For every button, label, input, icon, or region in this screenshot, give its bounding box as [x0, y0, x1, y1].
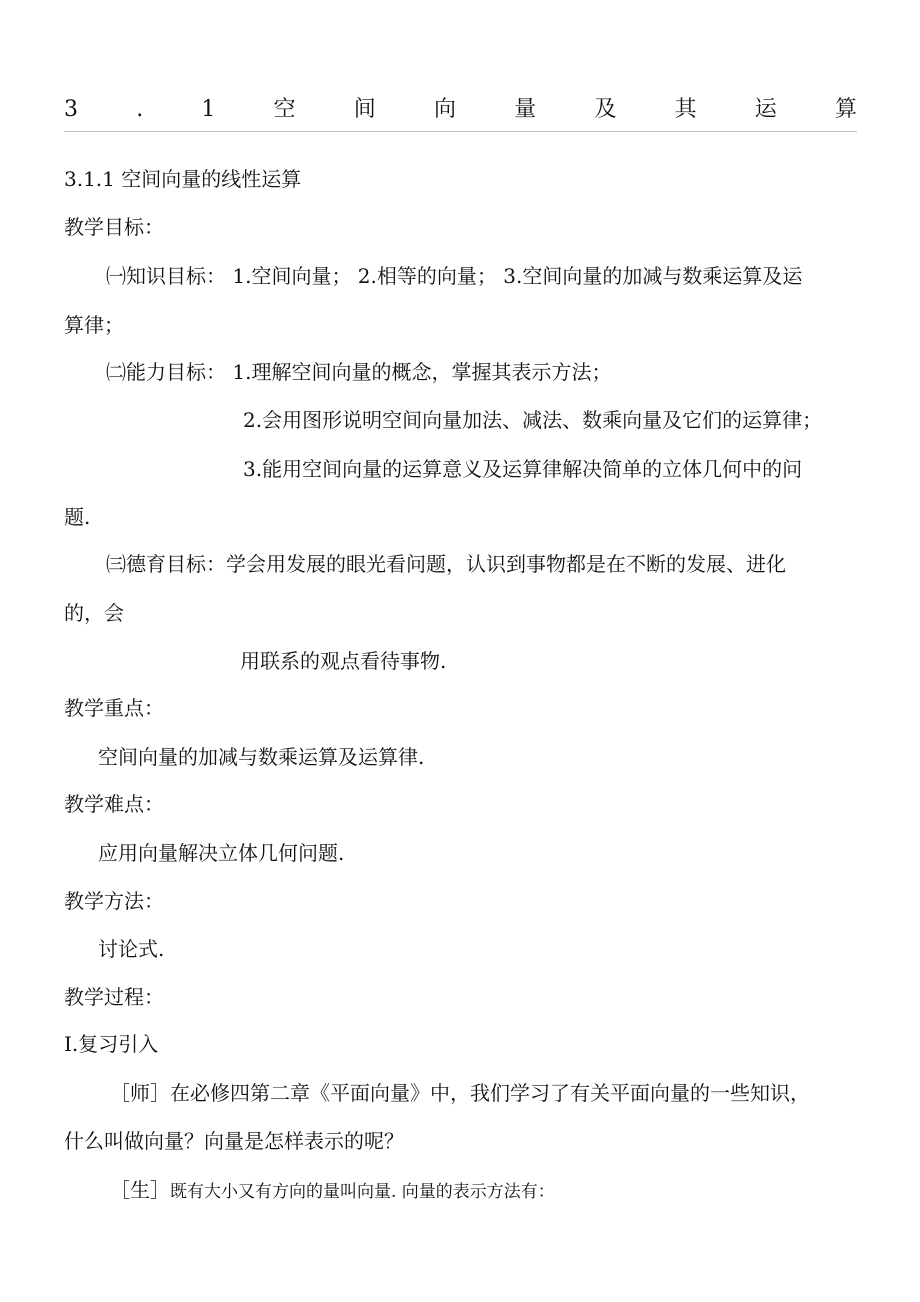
- difficulties-heading: 教学难点：: [64, 792, 164, 816]
- ability-objective-line: ㈡能力目标： 1.理解空间向量的概念，掌握其表示方法；: [106, 360, 612, 384]
- ability-objective-line: 2.会用图形说明空间向量加法、减法、数乘向量及它们的运算律；: [243, 408, 823, 432]
- objectives-heading: 教学目标：: [64, 215, 164, 239]
- header-char: 3: [64, 97, 78, 122]
- header-char: 算: [834, 97, 857, 122]
- page-header: [64, 92, 857, 123]
- student-tag: ［生］: [110, 1178, 170, 1202]
- teacher-dialogue-line: 什么叫做向量？向量是怎样表示的呢？: [64, 1129, 404, 1153]
- header-char: 间: [353, 97, 376, 122]
- methods-heading: 教学方法：: [64, 889, 164, 913]
- review-section-title: Ⅰ.复习引入: [64, 1032, 159, 1056]
- header-char: 运: [754, 97, 777, 122]
- moral-objective-line: 用联系的观点看待事物.: [240, 649, 447, 673]
- methods-text: 讨论式.: [98, 937, 165, 961]
- header-rule: [64, 131, 857, 132]
- section-title: 3.1.1 空间向量的线性运算: [64, 167, 302, 191]
- knowledge-objective-line: 算律；: [64, 313, 124, 337]
- header-char: 向: [433, 97, 456, 122]
- header-char: 空: [273, 97, 296, 122]
- header-char: 量: [514, 97, 537, 122]
- key-points-text: 空间向量的加减与数乘运算及运算律.: [98, 745, 425, 769]
- moral-objective-line: ㈢德育目标：学会用发展的眼光看问题，认识到事物都是在不断的发展、进化: [106, 552, 786, 576]
- ability-objective-line: 3.能用空间向量的运算意义及运算律解决简单的立体几何中的问: [243, 457, 803, 481]
- header-char: 1: [201, 97, 216, 122]
- moral-objective-line: 的，会: [64, 601, 124, 625]
- process-heading: 教学过程：: [64, 985, 164, 1009]
- header-char: .: [136, 97, 144, 122]
- knowledge-objective-line: ㈠知识目标： 1.空间向量； 2.相等的向量； 3.空间向量的加减与数乘运算及运: [106, 264, 803, 288]
- student-text: 既有大小又有方向的量叫向量. 向量的表示方法有：: [170, 1182, 555, 1202]
- ability-objective-line: 题.: [64, 505, 91, 529]
- teacher-dialogue-line: ［师］在必修四第二章《平面向量》中，我们学习了有关平面向量的一些知识，: [110, 1081, 810, 1105]
- difficulties-text: 应用向量解决立体几何问题.: [98, 841, 345, 865]
- student-dialogue-line: [110, 1176, 555, 1206]
- key-points-heading: 教学重点：: [64, 696, 164, 720]
- header-char: 及: [594, 97, 617, 122]
- header-char: 其: [674, 97, 697, 122]
